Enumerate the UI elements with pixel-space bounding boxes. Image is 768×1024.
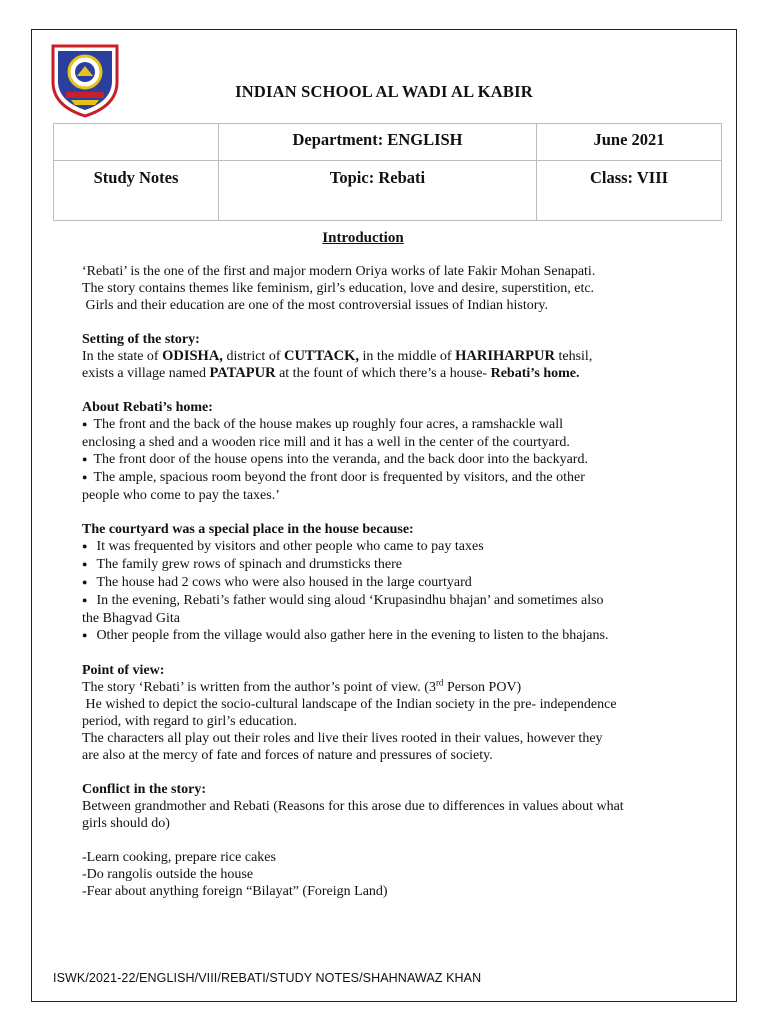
- department-cell: Department: ENGLISH: [219, 124, 537, 161]
- pov-line: The characters all play out their roles and live their lives rooted in their values, however they: [82, 731, 603, 746]
- courtyard-bullet: ● It was frequented by visitors and other people who came to pay taxes: [82, 538, 692, 556]
- topic-cell: Topic: Rebati: [219, 161, 537, 221]
- home-bullet-cont: people who come to pay the taxes.’: [82, 488, 280, 503]
- class-cell: Class: VIII: [537, 161, 722, 221]
- setting-line: In the state of ODISHA, district of CUTTACK, in the middle of HARIHARPUR tehsil,: [82, 348, 593, 364]
- setting-heading: Setting of the story:: [82, 332, 200, 347]
- home-bullet: ● The ample, spacious room beyond the front door is frequented by visitors, and the other: [82, 469, 692, 487]
- intro-line: ‘Rebati’ is the one of the first and major modern Oriya works of late Fakir Mohan Senapati.: [82, 264, 596, 279]
- doc-type-cell: Study Notes: [54, 161, 219, 221]
- conflict-line: Between grandmother and Rebati (Reasons for this arose due to differences in values about what: [82, 799, 624, 814]
- courtyard-bullet: ● The family grew rows of spinach and drumsticks there: [82, 556, 692, 574]
- pov-line: period, with regard to girl’s education.: [82, 714, 297, 729]
- footer-reference: ISWK/2021-22/ENGLISH/VIII/REBATI/STUDY NOTES/SHAHNAWAZ KHAN: [53, 971, 482, 985]
- courtyard-bullet: ● The house had 2 cows who were also housed in the large courtyard: [82, 574, 692, 592]
- header-table: [53, 123, 722, 221]
- courtyard-heading: The courtyard was a special place in the house because:: [82, 522, 414, 537]
- courtyard-bullet: ● In the evening, Rebati’s father would sing aloud ‘Krupasindhu bhajan’ and sometimes also: [82, 592, 692, 610]
- school-crest-icon: [49, 42, 121, 118]
- pov-line: The story ‘Rebati’ is written from the author’s point of view. (3rd Person POV): [82, 677, 522, 695]
- pov-heading: Point of view:: [82, 663, 165, 678]
- courtyard-bullet: ● Other people from the village would also gather here in the evening to listen to the bhajans.: [82, 627, 692, 645]
- introduction-heading: Introduction: [322, 230, 404, 246]
- pov-line: He wished to depict the socio-cultural landscape of the Indian society in the pre- independence: [82, 697, 617, 712]
- conflict-line: girls should do): [82, 816, 170, 831]
- conflict-heading: Conflict in the story:: [82, 782, 207, 797]
- home-bullet: ● The front and the back of the house makes up roughly four acres, a ramshackle wall: [82, 416, 692, 434]
- home-bullet: ● The front door of the house opens into the veranda, and the back door into the backyard.: [82, 451, 692, 469]
- courtyard-bullet-cont: the Bhagvad Gita: [82, 611, 180, 626]
- intro-line: The story contains themes like feminism, girl’s education, love and desire, superstition, etc.: [82, 281, 595, 296]
- conflict-item: -Do rangolis outside the house: [82, 867, 254, 882]
- home-bullet-cont: enclosing a shed and a wooden rice mill and it has a well in the center of the courtyard.: [82, 435, 570, 450]
- conflict-item: -Fear about anything foreign “Bilayat” (Foreign Land): [82, 884, 388, 899]
- date-cell: June 2021: [537, 124, 722, 161]
- notes-body: [82, 263, 692, 900]
- pov-line: are also at the mercy of fate and forces of nature and pressures of society.: [82, 748, 493, 763]
- school-name: INDIAN SCHOOL AL WADI AL KABIR: [235, 82, 533, 101]
- setting-line: exists a village named PATAPUR at the fount of which there’s a house- Rebati’s home.: [82, 365, 580, 381]
- header-empty-cell: [54, 124, 219, 161]
- home-heading: About Rebati’s home:: [82, 400, 213, 415]
- conflict-item: -Learn cooking, prepare rice cakes: [82, 850, 276, 865]
- intro-line: Girls and their education are one of the most controversial issues of Indian history.: [82, 298, 549, 313]
